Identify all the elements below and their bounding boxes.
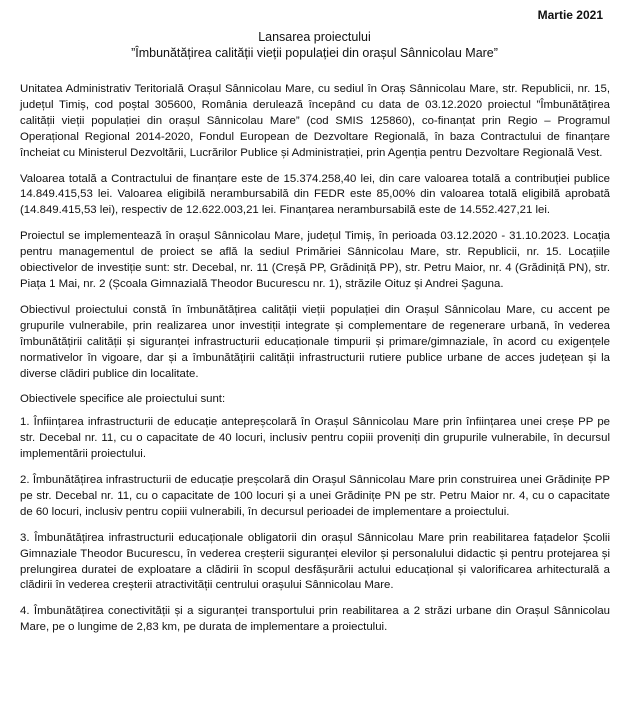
paragraph-location: Proiectul se implementează în orașul Sânnicolau Mare, județul Timiș, în perioada 03.12.2020 - 31.10.2023. Locația pentru managementul de proiect se află la sediul Primăriei Sânnicolau Mare, str. Republicii, nr. 15. Locațiile obiectivelor de investiție sunt: str. Decebal, nr. 11 (Creșă PP, Grădiniță PP), str. Petru Maior, nr. 4 (Grădiniță PN), str. Piața 1 Mai, nr. 2 (Școala Gimnazială Theodor Bucurescu nr. 1), străzile Oituz și Andrei Șaguna. — [20, 230, 610, 290]
document-date: Martie 2021 — [537, 8, 603, 22]
objective-item-2: 2. Îmbunătățirea infrastructurii de educație preșcolară din Orașul Sânnicolau Mare prin construirea unei Grădinițe PP pe str. Decebal nr. 11, cu o capacitate de 100 locuri și a unei Grădinițe PN pe str. Petru Maior nr. 4, cu o capacitate de 60 locuri, inclusiv pentru copiii vulnerabili, în decursul perioadei de implementare a proiectului. — [20, 474, 610, 518]
title-line-2: ”Îmbunătățirea calității vieții populației din orașul Sânnicolau Mare” — [131, 46, 498, 60]
paragraph-objective: Obiectivul proiectului constă în îmbunătățirea calității vieții populației din Orașul Sânnicolau Mare, cu accent pe grupurile vulnerabile, prin realizarea unor investiții integrate și complementare de regenerare urbană, în vederea îmbunătățirii calității și siguranței infrastructurii educaționale timpurii și primare/gimnaziale, în acord cu exigențele normativelor în vigoare, dar și a îmbunătățirii calității infrastructurii rutiere publice urbane de acces județean și la diverse clădiri publice din localitate. — [20, 303, 610, 380]
paragraph-intro: Unitatea Administrativ Teritorială Orașul Sânnicolau Mare, cu sediul în Oraș Sânnicolau Mare, str. Republicii, nr. 15, județul Timiș, cod poștal 305600, România derulează începând cu data de 03.12.2020 proiectul ”Îmbunătățirea calității vieții populației din orașul Sânnicolau Mare” (cod SMIS 125860), co-finanțat prin Regio – Programul Operațional Regional 2014-2020, Fondul European de Dezvoltare Regională, în baza Contractului de finanțare încheiat cu Ministerul Dezvoltării, Lucrărilor Publice și Administrației, prin Agenția pentru Dezvoltare Regională Vest. — [20, 83, 610, 159]
document-title — [0, 29, 629, 61]
paragraph-specific-heading: Obiectivele specifice ale proiectului sunt: — [20, 393, 226, 406]
document-body — [20, 82, 610, 646]
paragraph-value: Valoarea totală a Contractului de finanțare este de 15.374.258,40 lei, din care valoarea totală a contribuției publice 14.849.415,53 lei. Valoarea eligibilă nerambursabilă din FEDR este 85,00% din valoarea totală eligibilă aprobată (14.849.415,53 lei), respectiv de 12.622.003,21 lei. Finanțarea nerambursabilă este de 14.552.427,21 lei. — [20, 172, 610, 217]
objective-item-1: 1. Înființarea infrastructurii de educație antepreșcolară în Orașul Sânnicolau Mare prin înființarea unei creșe PP pe str. Decebal nr. 11, cu o capacitate de 40 locuri, inclusiv pentru copiii proveniți din grupurile vulnerabile, în decursul implementării proiectului. — [20, 416, 610, 461]
title-line-1: Lansarea proiectului — [258, 30, 371, 44]
objective-item-4: 4. Îmbunătățirea conectivității și a siguranței transportului prin reabilitarea a 2 străzi urbane din Orașul Sânnicolau Mare, pe o lungime de 2,83 km, pe durata de implementare a proiectului. — [20, 605, 610, 634]
objective-item-3: 3. Îmbunătățirea infrastructurii educaționale obligatorii din orașul Sânnicolau Mare prin reabilitarea fațadelor Școlii Gimnaziale Theodor Bucurescu, în vederea creșterii siguranței elevilor și personalului didactic și pentru protejarea și prelungirea duratei de exploatare a clădirii în scopul desfășurării actului educațional și valorificarea arhitecturală a clădirii în vederea creșterii atractivității centrului orașului Sânnicolau Mare. — [20, 531, 610, 592]
